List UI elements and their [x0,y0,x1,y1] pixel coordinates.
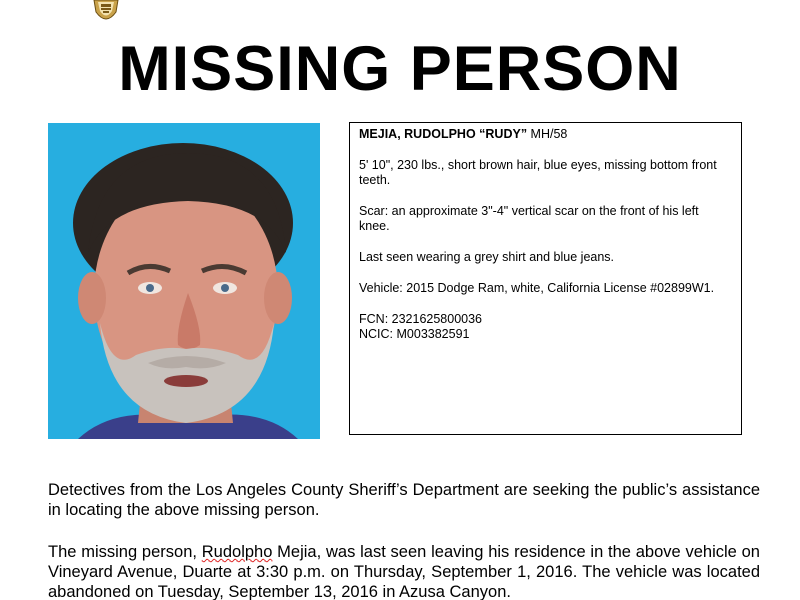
body-paragraph-1: Detectives from the Los Angeles County Sheriff’s Department are seeking the public’s assistance in locating the above missing person. [48,481,760,519]
para2-rest: Mejia, was last seen leaving his residence in the above vehicle on Vineyard Avenue, Duarte at 3:30 p.m. on Thursday, September 1, 2016. The vehicle was located abandoned on Tuesday, September 13, 2016 in Azusa Canyon. [48,543,760,600]
spellcheck-flagged-word: Rudolpho [201,543,273,561]
sheriff-badge-icon [92,0,120,24]
person-demographic: MH/58 [527,127,568,141]
physical-description: 5' 10", 230 lbs., short brown hair, blue eyes, missing bottom front teeth. [359,158,717,187]
fcn-number: FCN: 2321625800036 [359,312,483,326]
clothing-description: Last seen wearing a grey shirt and blue jeans. [359,250,615,264]
details-box [349,122,742,435]
scar-description: Scar: an approximate 3"-4" vertical scar on the front of his left knee. [359,204,699,233]
page-title: MISSING PERSON [118,34,682,104]
ncic-number: NCIC: M003382591 [359,327,470,341]
para2-prefix: The missing person, [48,543,202,561]
vehicle-description: Vehicle: 2015 Dodge Ram, white, California License #02899W1. [359,281,715,295]
missing-person-photo [48,123,320,439]
person-name: MEJIA, RUDOLPHO “RUDY” [359,127,528,141]
body-paragraph-2 [48,542,760,600]
